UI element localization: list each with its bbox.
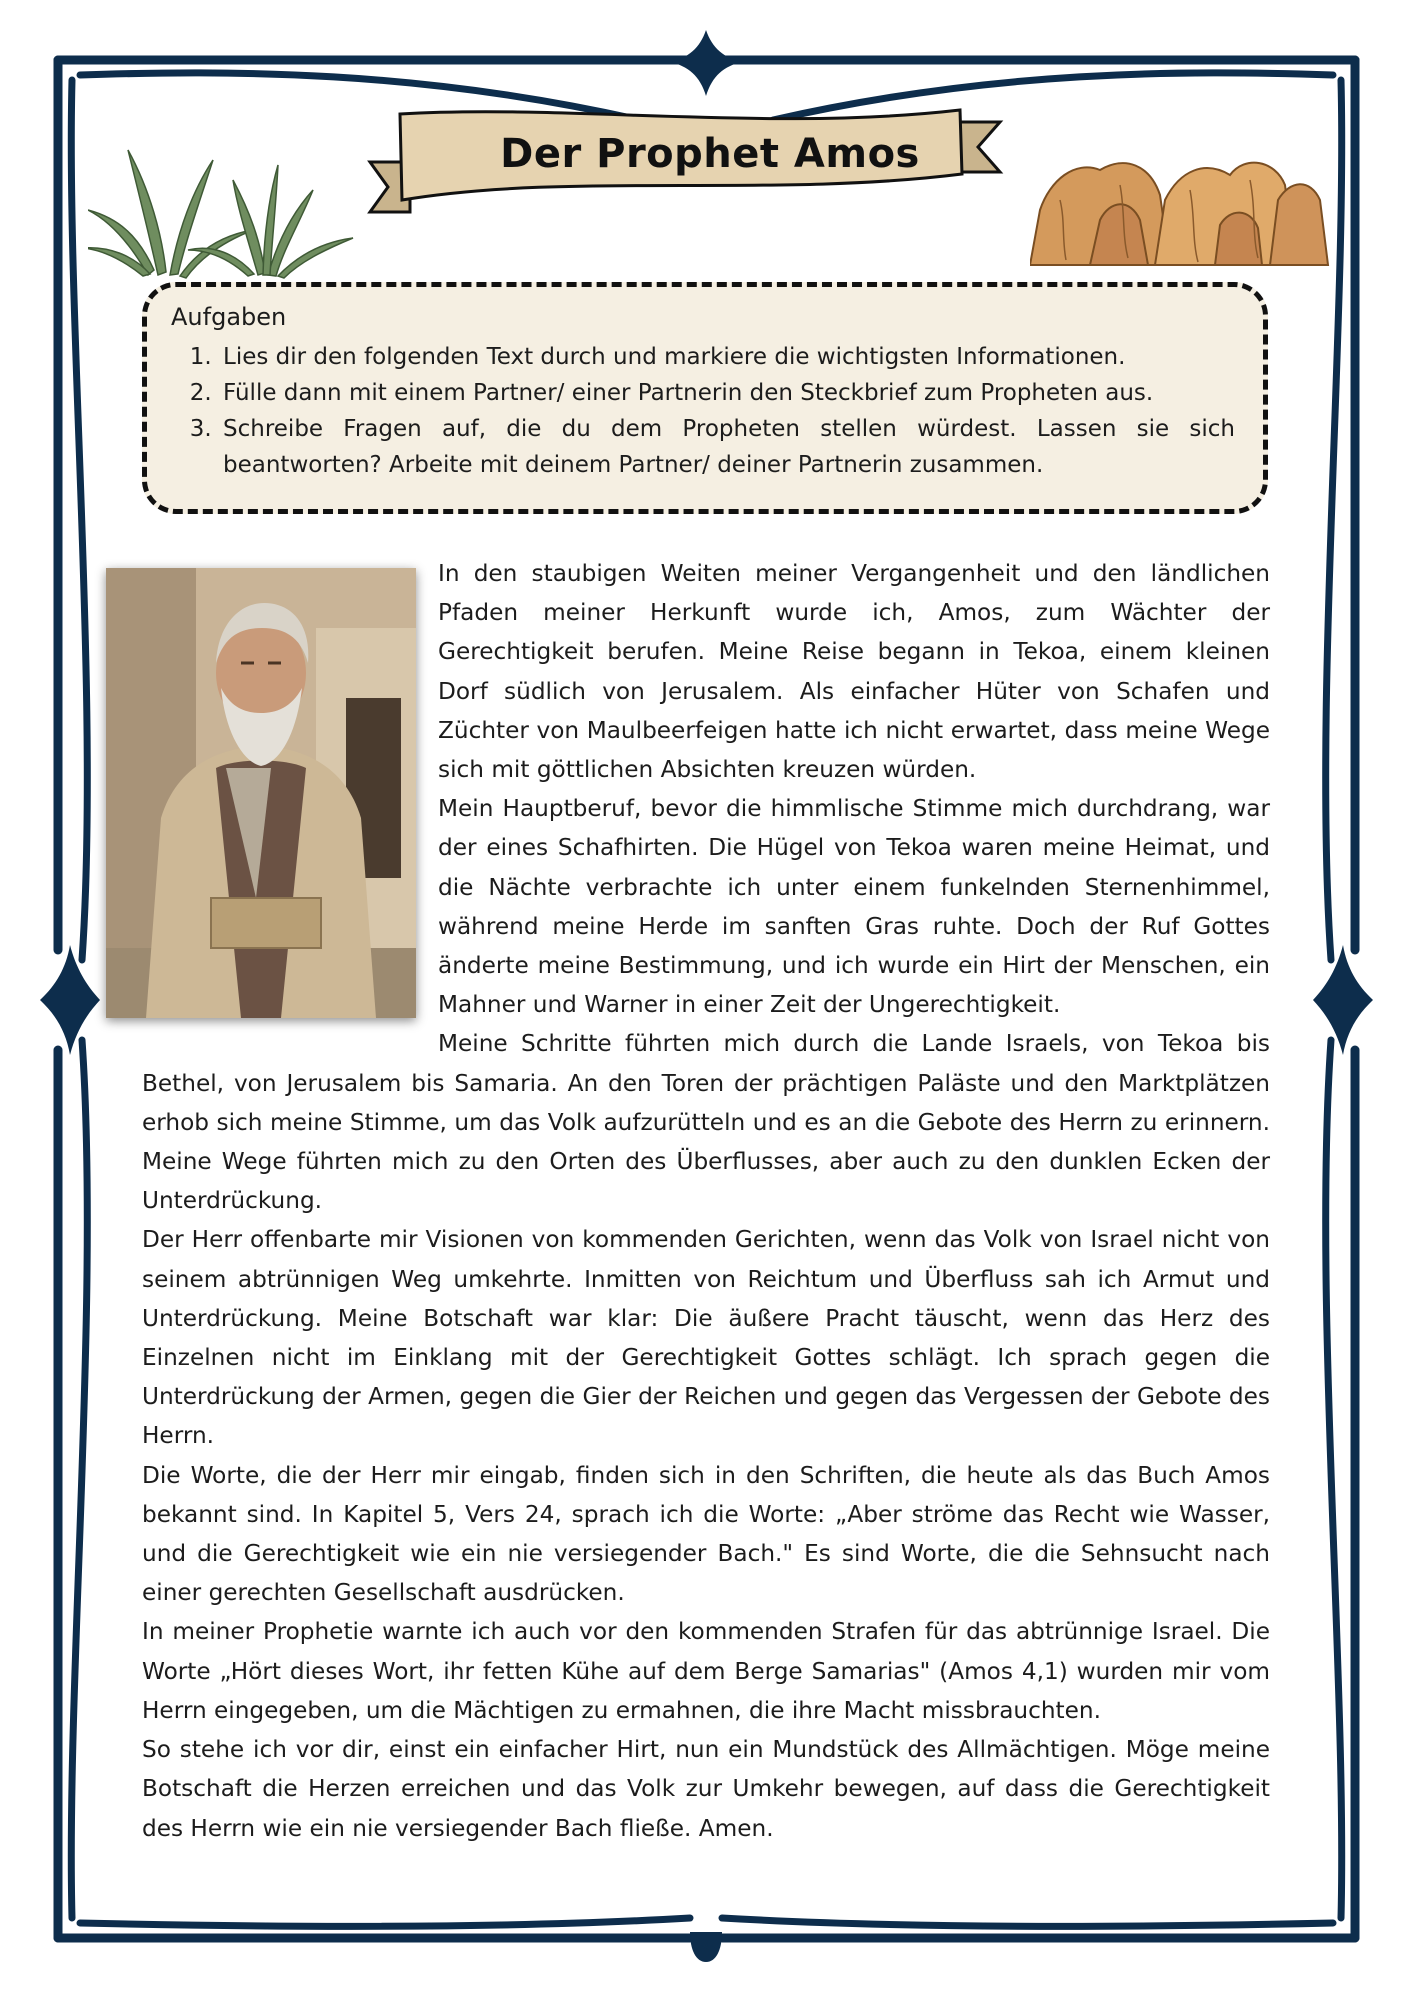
tasks-box (142, 282, 1268, 514)
paragraph: In meiner Prophetie warnte ich auch vor den kommenden Strafen für das abtrünnige Israel. Die Worte „Hört dieses Wort, ihr fetten Kühe auf dem Berge Samarias" (Amos 4,1) wurden mir vom Herrn eingegeben, um die Mächtigen zu ermahnen, die ihre Macht missbrauchten. (142, 1618, 1270, 1724)
task-item: 3. Schreibe Fragen auf, die du dem Propheten stellen würdest. Lassen sie sich beantworten? Arbeite mit deinem Partner/ deiner Partnerin zusammen. (219, 411, 1235, 483)
paragraph: Mein Hauptberuf, bevor die himmlische Stimme mich durchdrang, war der eines Schafhirten. Die Hügel von Tekoa waren meine Heimat, und die Nächte verbrachte ich unter einem funkelnden Sternenhimmel, während meine Herde im sanften Gras ruhte. Doch der Ruf Gottes änderte meine Bestimmung, und ich wurde ein Hirt der Menschen, ein Mahner und Warner in einer Zeit der Ungerechtigkeit. (438, 795, 1270, 1019)
tasks-list (171, 339, 1235, 483)
portrait-spacer (142, 554, 438, 1040)
main-text (142, 554, 1270, 1848)
paragraph: So stehe ich vor dir, einst ein einfacher Hirt, nun ein Mundstück des Allmächtigen. Möge meine Botschaft die Herzen erreichen und das Volk zur Umkehr bewegen, auf dass die Gerechtigkeit des Herrn wie ein nie versiegender Bach fließe. Amen. (142, 1736, 1270, 1842)
rock-formation-illustration (1030, 140, 1330, 270)
page-title: Der Prophet Amos (500, 131, 920, 177)
paragraph: In den staubigen Weiten meiner Vergangenheit und den ländlichen Pfaden meiner Herkunft wurde ich, Amos, zum Wächter der Gerechtigkeit berufen. Meine Reise begann in Tekoa, einem kleinen Dorf südlich von Jerusalem. Als einfacher Hüter von Schafen und Züchter von Maulbeerfeigen hatte ich nicht erwartet, dass meine Wege sich mit göttlichen Absichten kreuzen würden. (438, 560, 1270, 784)
paragraph: Die Worte, die der Herr mir eingab, finden sich in den Schriften, die heute als das Buch Amos bekannt sind. In Kapitel 5, Vers 24, sprach ich die Worte: „Aber ströme das Recht wie Wasser, und die Gerechtigkeit wie ein nie versiegender Bach." Es sind Worte, die die Sehnsucht nach einer gerechten Gesellschaft ausdrücken. (142, 1461, 1270, 1607)
task-item: 2. Fülle dann mit einem Partner/ einer Partnerin den Steckbrief zum Propheten aus. (219, 375, 1235, 411)
paragraph: Der Herr offenbarte mir Visionen von kommenden Gerichten, wenn das Volk von Israel nicht von seinem abtrünnigen Weg umkehrte. Inmitten von Reichtum und Überfluss sah ich Armut und Unterdrückung. Meine Botschaft war klar: Die äußere Pracht täuscht, wenn das Herz des Einzelnen nicht im Einklang mit der Gerechtigkeit Gottes schlägt. Ich sprach gegen die Unterdrückung der Armen, gegen die Gier der Reichen und gegen das Vergessen der Gebote des Herrn. (142, 1226, 1270, 1450)
paragraph: Meine Schritte führten mich durch die Lande Israels, von Tekoa bis Bethel, von Jerusalem bis Samaria. An den Toren der prächtigen Paläste und den Marktplätzen erhob sich meine Stimme, um das Volk aufzurütteln und es an die Gebote des Herrn zu erinnern. Meine Wege führten mich zu den Orten des Überflusses, aber auch zu den dunklen Ecken der Unterdrückung. (142, 1030, 1270, 1215)
agave-plant-illustration (88, 140, 358, 280)
task-item: 1. Lies dir den folgenden Text durch und markiere die wichtigsten Informationen. (219, 339, 1235, 375)
tasks-heading: Aufgaben (171, 303, 287, 331)
